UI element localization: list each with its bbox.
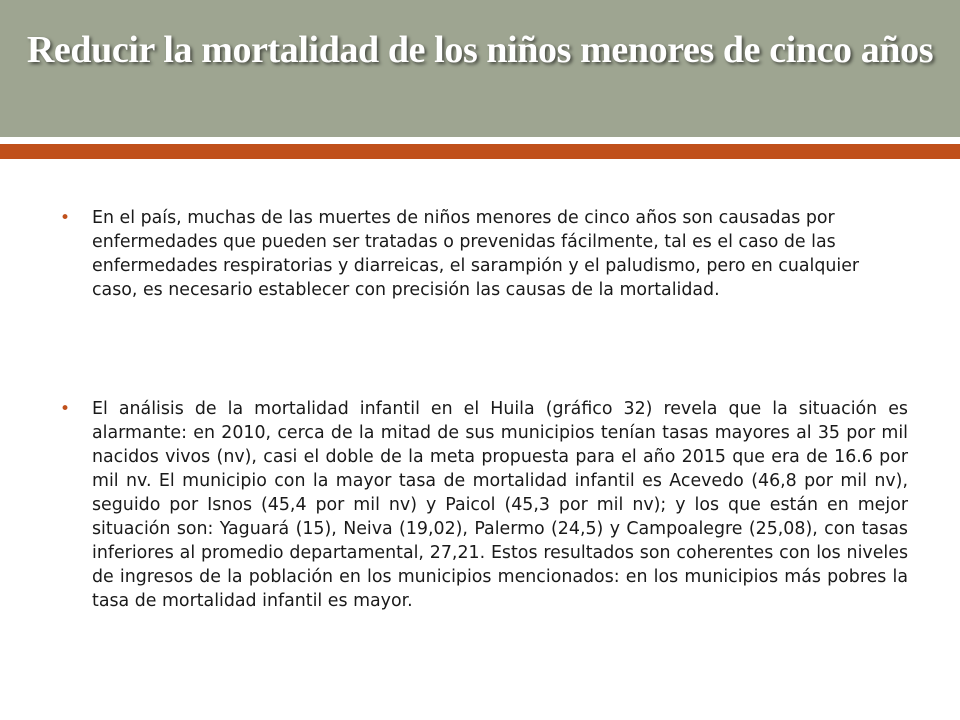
accent-bar xyxy=(0,144,960,159)
bullet-text-causes: En el país, muchas de las muertes de niños menores de cinco años son causadas por enfermedades que pueden ser tratadas o prevenidas fácilmente, tal es el caso de las enfermedades respiratorias y diarreicas, el sarampión y el paludismo, pero en cualquier caso, es necesario establecer con precisión las causas de la mortalidad. xyxy=(92,208,860,300)
banner-divider xyxy=(0,137,960,144)
bullet-text-huila-analysis: El análisis de la mortalidad infantil en el Huila (gráfico 32) revela que la situación es alarmante: en 2010, cerca de la mitad de sus municipios tenían tasas mayores al 35 por mil nacidos vivos (nv), casi el doble de la meta propuesta para el año 2015 que era de 16.6 por mil nv. El municipio con la mayor tasa de mortalidad infantil es Acevedo (46,8 por mil nv), seguido por Isnos (45,4 por mil nv) y Paicol (45,3 por mil nv); y los que están en mejor situación son: Yaguará (15), Neiva (19,02), Palermo (24,5) y Campoalegre (25,08), con tasas inferiores al promedio departamental, 27,21. Estos resultados son coherentes con los niveles de ingresos de la población en los municipios mencionados: en los municipios más pobres la tasa de mortalidad infantil es mayor. xyxy=(92,399,908,611)
title-banner xyxy=(0,0,960,137)
bullet-icon: • xyxy=(60,208,71,228)
bullet-icon: • xyxy=(60,399,71,419)
slide-title: Reducir la mortalidad de los niños menores de cinco años xyxy=(26,29,934,71)
